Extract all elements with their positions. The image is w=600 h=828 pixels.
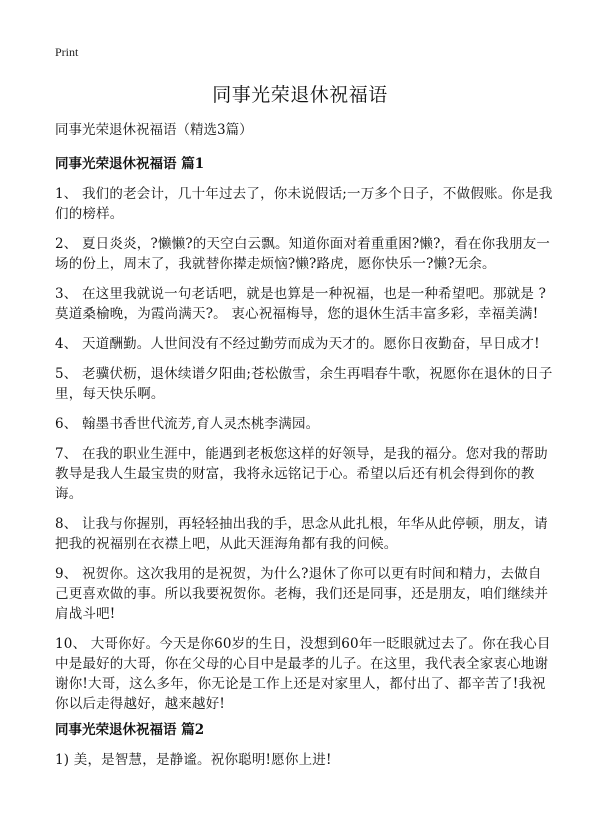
paragraph: 5、 老骥伏枥，退休续谱夕阳曲;苍松傲雪，余生再唱春牛歌，祝愿你在退休的日子里，每天快乐啊。 — [55, 366, 553, 402]
paragraph: 2、 夏日炎炎，?懒懒?的天空白云飘。知道你面对着重重困?懒?，看在你我朋友一场的份上，周末了，我就替你撵走烦恼?懒?路虎，愿你快乐一?懒?无余。 — [55, 236, 551, 272]
document-subtitle: 同事光荣退休祝福语（精选3篇） — [55, 122, 253, 138]
section-1 — [55, 154, 555, 714]
section-heading: 同事光荣退休祝福语 篇1 — [55, 156, 205, 172]
paragraph: 3、 在这里我就说一句老话吧，就是也算是一种祝福，也是一种希望吧。那就是 ?莫道桑榆晚，为霞尚满天?。 衷心祝福梅导，您的退休生活丰富多彩，幸福美满! — [55, 286, 547, 322]
paragraph: 7、 在我的职业生涯中，能遇到老板您这样的好领导，是我的福分。您对我的帮助教导是我人生最宝贵的财富，我将永远铭记于心。希望以后还有机会得到你的教诲。 — [55, 446, 548, 502]
section-2 — [55, 720, 555, 770]
paragraph: 1、 我们的老会计，几十年过去了，你未说假话;一万多个日子，不做假账。你是我们的榜样。 — [55, 186, 553, 222]
paragraph: 10、 大哥你好。今天是你60岁的生日，没想到60年一眨眼就过去了。你在我心目中是最好的大哥，你在父母的心目中是最孝的儿子。在这里，我代表全家衷心地谢谢你!大哥，这么多年，你无论是工作上还是对家里人，都付出了、都辛苦了!我祝你以后走得越好，越来越好! — [55, 636, 551, 712]
paragraph: 1) 美，是智慧，是静谧。祝你聪明!愿你上进! — [55, 752, 332, 768]
section-heading: 同事光荣退休祝福语 篇2 — [55, 722, 205, 738]
page-title: 同事光荣退休祝福语 — [212, 84, 388, 106]
paragraph: 9、 祝贺你。这次我用的是祝贺，为什么?退休了你可以更有时间和精力，去做自己更喜欢做的事。所以我要祝贺你。老梅，我们还是同事，还是朋友，咱们继续并肩战斗吧! — [55, 566, 549, 622]
print-link[interactable]: Print — [55, 45, 79, 59]
document-body — [55, 120, 555, 776]
paragraph: 6、 翰墨书香世代流芳,育人灵杰桃李满园。 — [55, 416, 320, 432]
paragraph: 4、 天道酬勤。人世间没有不经过勤劳而成为天才的。愿你日夜勤奋，早日成才! — [55, 336, 540, 352]
paragraph: 8、 让我与你握别，再轻轻抽出我的手，思念从此扎根，年华从此停顿，朋友，请把我的祝福别在衣襟上吧，从此天涯海角都有我的问候。 — [55, 516, 548, 552]
